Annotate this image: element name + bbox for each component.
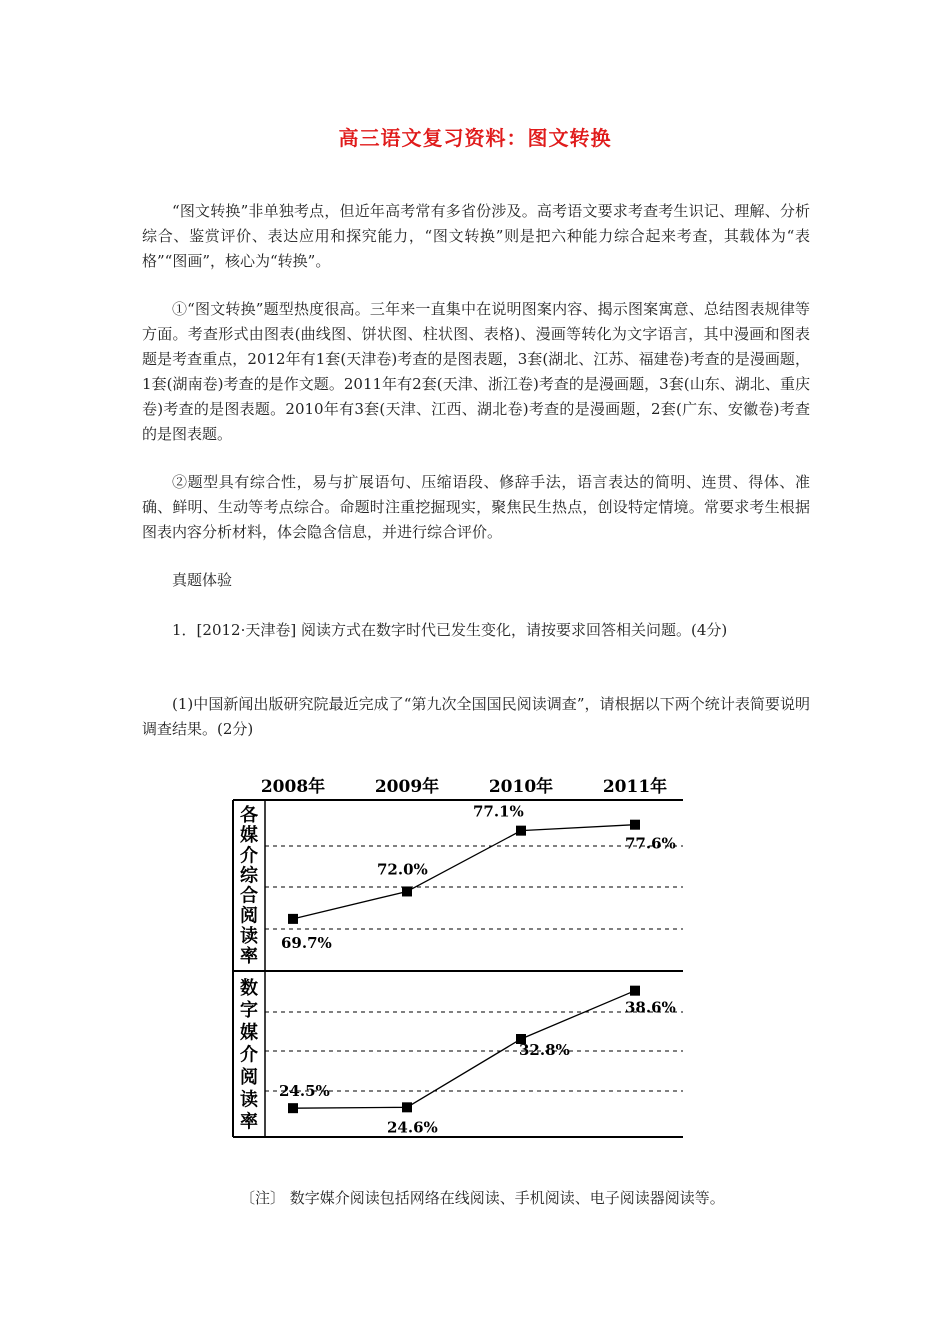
data-label: 69.7% bbox=[281, 933, 332, 952]
year-label: 2010年 bbox=[488, 777, 554, 797]
series-line bbox=[293, 991, 635, 1108]
data-label: 77.6% bbox=[625, 834, 676, 853]
data-label: 24.5% bbox=[279, 1082, 330, 1101]
series-line bbox=[293, 825, 635, 919]
data-point bbox=[516, 826, 526, 836]
year-label: 2009年 bbox=[374, 777, 440, 797]
intro-paragraph: “图文转换”非单独考点，但近年高考常有多省份涉及。高考语文要求考查考生识记、理解、分析综合、鉴赏评价、表达应用和探究能力，“图文转换”则是把六种能力综合起来考查，其载体为“表格”“图画”，核心为“转换”。 bbox=[142, 202, 810, 270]
reading-rate-chart bbox=[225, 765, 695, 1145]
data-label: 38.6% bbox=[625, 998, 676, 1017]
point-one-paragraph: ①“图文转换”题型热度很高。三年来一直集中在说明图案内容、揭示图案寓意、总结图表规律等方面。考查形式由图表(曲线图、饼状图、柱状图、表格)、漫画等转化为文字语言，其中漫画和图表题是考查重点，2012年有1套(天津卷)考查的是图表题，3套(湖北、江苏、福建卷)考查的是漫画题，1套(湖南卷)考查的是作文题。2011年有2套(天津、浙江卷)考查的是漫画题，3套(山东、湖北、重庆卷)考查的是图表题。2010年有3套(天津、江西、湖北卷)考查的是漫画题，2套(广东、安徽卷)考查的是图表题。 bbox=[142, 300, 810, 443]
question-one: 1．[2012·天津卷] 阅读方式在数字时代已发生变化，请按要求回答相关问题。(4分) bbox=[172, 621, 728, 639]
chart-panels bbox=[240, 803, 683, 1137]
data-point bbox=[630, 820, 640, 830]
panel-axis-label: 各媒介综合阅读率 bbox=[240, 805, 258, 967]
page-title: 高三语文复习资料：图文转换 bbox=[338, 126, 612, 150]
chart-note: 〔注〕 数字媒介阅读包括网络在线阅读、手机阅读、电子阅读器阅读等。 bbox=[240, 1189, 725, 1207]
data-point bbox=[288, 1103, 298, 1113]
data-label: 32.8% bbox=[519, 1041, 570, 1059]
data-label: 77.1% bbox=[473, 802, 524, 821]
data-point bbox=[630, 986, 640, 996]
section-heading: 真题体验 bbox=[172, 571, 233, 589]
sub-question-one: (1)中国新闻出版研究院最近完成了“第九次全国国民阅读调查”，请根据以下两个统计表简要说明调查结果。(2分) bbox=[142, 695, 810, 738]
panel-overall-reading-rate bbox=[240, 803, 683, 967]
data-label: 24.6% bbox=[387, 1118, 438, 1137]
data-label: 72.0% bbox=[377, 860, 428, 879]
data-point bbox=[402, 886, 412, 896]
chart-year-labels bbox=[261, 776, 667, 797]
data-point bbox=[288, 914, 298, 924]
panel-digital-reading-rate bbox=[240, 977, 683, 1137]
data-point bbox=[402, 1102, 412, 1112]
panel-axis-label: 数字媒介阅读率 bbox=[240, 977, 258, 1133]
point-two-paragraph: ②题型具有综合性，易与扩展语句、压缩语段、修辞手法，语言表达的简明、连贯、得体、准确、鲜明、生动等考点综合。命题时注重挖掘现实，聚焦民生热点，创设特定情境。常要求考生根据图表内容分析材料，体会隐含信息，并进行综合评价。 bbox=[142, 473, 810, 541]
year-label: 2011年 bbox=[602, 777, 668, 797]
year-label: 2008年 bbox=[260, 777, 326, 797]
